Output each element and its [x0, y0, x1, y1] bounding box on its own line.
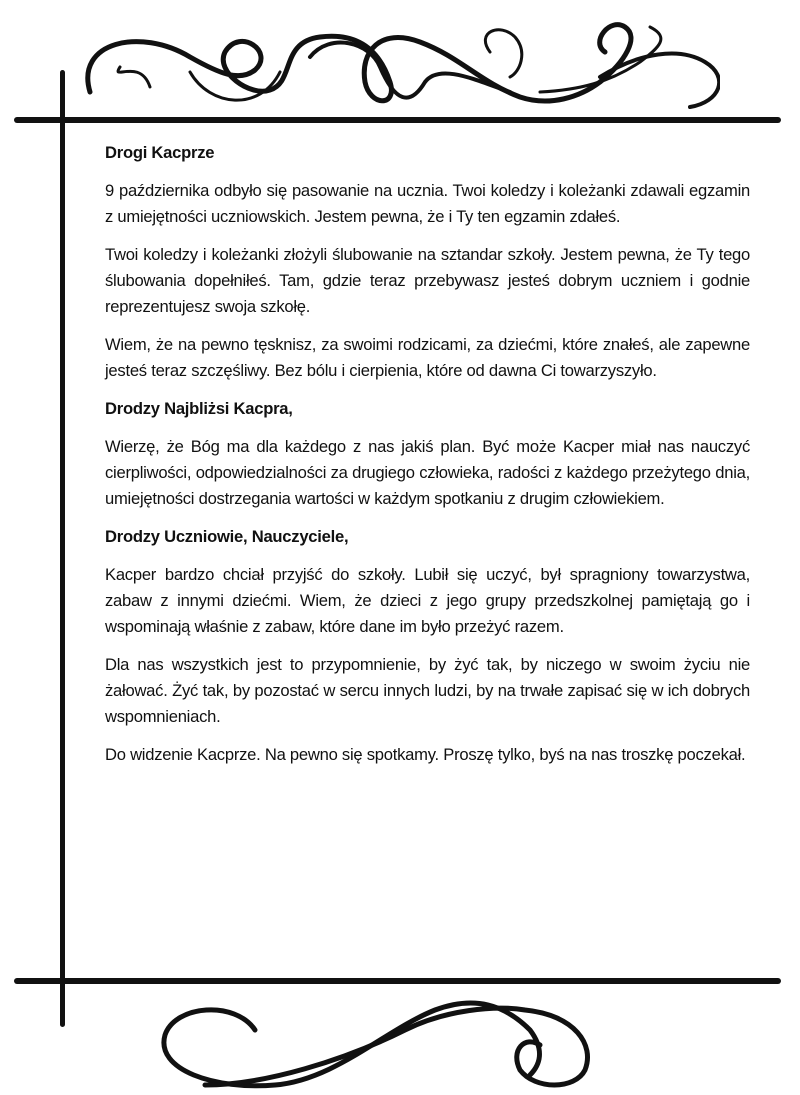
paragraph: Wiem, że na pewno tęsknisz, za swoimi rodzicami, za dziećmi, które znałeś, ale zapewne jesteś teraz szczęśliwy. Bez bólu i cierpienia, które od dawna Ci towarzyszyło. [105, 335, 750, 380]
paragraph: Do widzenie Kacprze. Na pewno się spotkamy. Proszę tylko, byś na nas troszkę poczekał. [105, 745, 746, 764]
paragraph: Wierzę, że Bóg ma dla każdego z nas jakiś plan. Być może Kacper miał nas nauczyć cierpliwości, odpowiedzialności za drugiego człowieka, radości z każdego przeżytego dnia, umiejętności dostrzegania wartości w każdym spotkaniu z drugim człowiekiem. [105, 437, 750, 508]
left-frame-rule [60, 70, 65, 1027]
top-flourish-ornament-icon [80, 12, 720, 112]
family-heading: Drodzy Najbliżsi Kacpra, [105, 399, 293, 418]
paragraph: Dla nas wszystkich jest to przypomnienie, by żyć tak, by niczego w swoim życiu nie żałować. Żyć tak, by pozostać w sercu innych ludzi, by na trwałe zapisać się w ich dobrych wspomnieniach. [105, 655, 750, 726]
greeting-heading: Drogi Kacprze [105, 143, 215, 162]
paragraph: Twoi koledzy i koleżanki złożyli ślubowanie na sztandar szkoły. Jestem pewna, że Ty tego ślubowania dopełniłeś. Tam, gdzie teraz przebywasz jesteś dobrym uczniem i godnie reprezentujesz swoja szkołę. [105, 245, 750, 316]
paragraph: Kacper bardzo chciał przyjść do szkoły. Lubił się uczyć, był spragniony towarzystwa, zabaw z innymi dziećmi. Wiem, że dzieci z jego grupy przedszkolnej pamiętają go i wspominają właśnie z zabaw, które dane im było przeżyć razem. [105, 565, 750, 636]
students-teachers-heading: Drodzy Uczniowie, Nauczyciele, [105, 527, 349, 546]
paragraph: 9 października odbyło się pasowanie na ucznia. Twoi koledzy i koleżanki zdawali egzamin z umiejętności uczniowskich. Jestem pewna, że i Ty ten egzamin zdałeś. [105, 181, 750, 226]
top-frame-rule [14, 117, 781, 123]
bottom-flourish-ornament-icon [145, 990, 665, 1095]
bottom-frame-rule [14, 978, 781, 984]
letter-body [105, 140, 750, 780]
